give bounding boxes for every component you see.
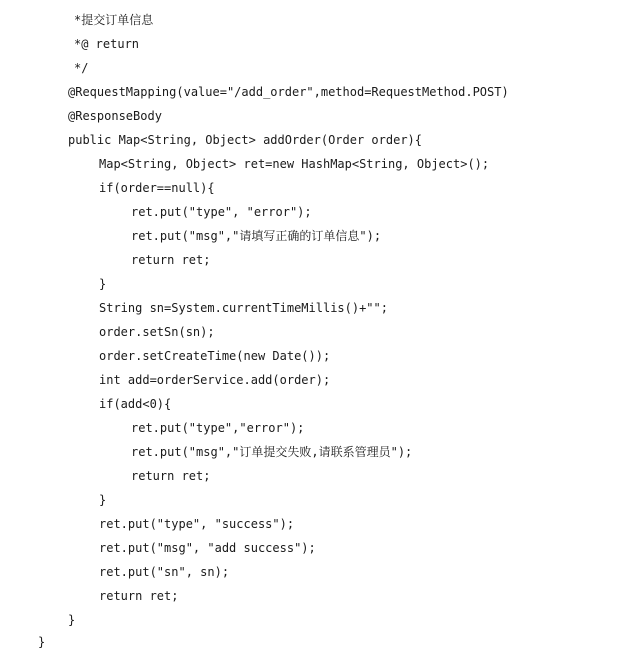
code-line: */ (74, 61, 89, 75)
code-line: ret.put("msg","请填写正确的订单信息"); (131, 229, 382, 243)
code-line: return ret; (99, 589, 179, 603)
code-line: if(add<0){ (99, 397, 172, 411)
code-line: ret.put("sn", sn); (99, 565, 230, 579)
code-line: int add=orderService.add(order); (99, 373, 331, 387)
code-line: } (99, 277, 107, 291)
code-line: } (38, 635, 46, 649)
code-line: public Map<String, Object> addOrder(Order order){ (68, 133, 423, 147)
code-line: ret.put("type", "error"); (131, 205, 312, 219)
code-line: *提交订单信息 (74, 13, 154, 27)
code-line: ret.put("msg", "add success"); (99, 541, 316, 555)
code-line: } (68, 613, 76, 627)
code-line: return ret; (131, 253, 211, 267)
code-line: *@ return (74, 37, 140, 51)
code-line: order.setSn(sn); (99, 325, 215, 339)
code-line: ret.put("type","error"); (131, 421, 305, 435)
code-line: ret.put("type", "success"); (99, 517, 295, 531)
code-line: @RequestMapping(value="/add_order",method=RequestMethod.POST) (68, 85, 509, 99)
code-line: order.setCreateTime(new Date()); (99, 349, 331, 363)
code-line: String sn=System.currentTimeMillis()+""; (99, 301, 388, 315)
code-line: return ret; (131, 469, 211, 483)
code-line: Map<String, Object> ret=new HashMap<String, Object>(); (99, 157, 490, 171)
code-line: } (99, 493, 107, 507)
code-line: if(order==null){ (99, 181, 215, 195)
code-line: ret.put("msg","订单提交失败,请联系管理员"); (131, 445, 413, 459)
code-line: @ResponseBody (68, 109, 162, 123)
